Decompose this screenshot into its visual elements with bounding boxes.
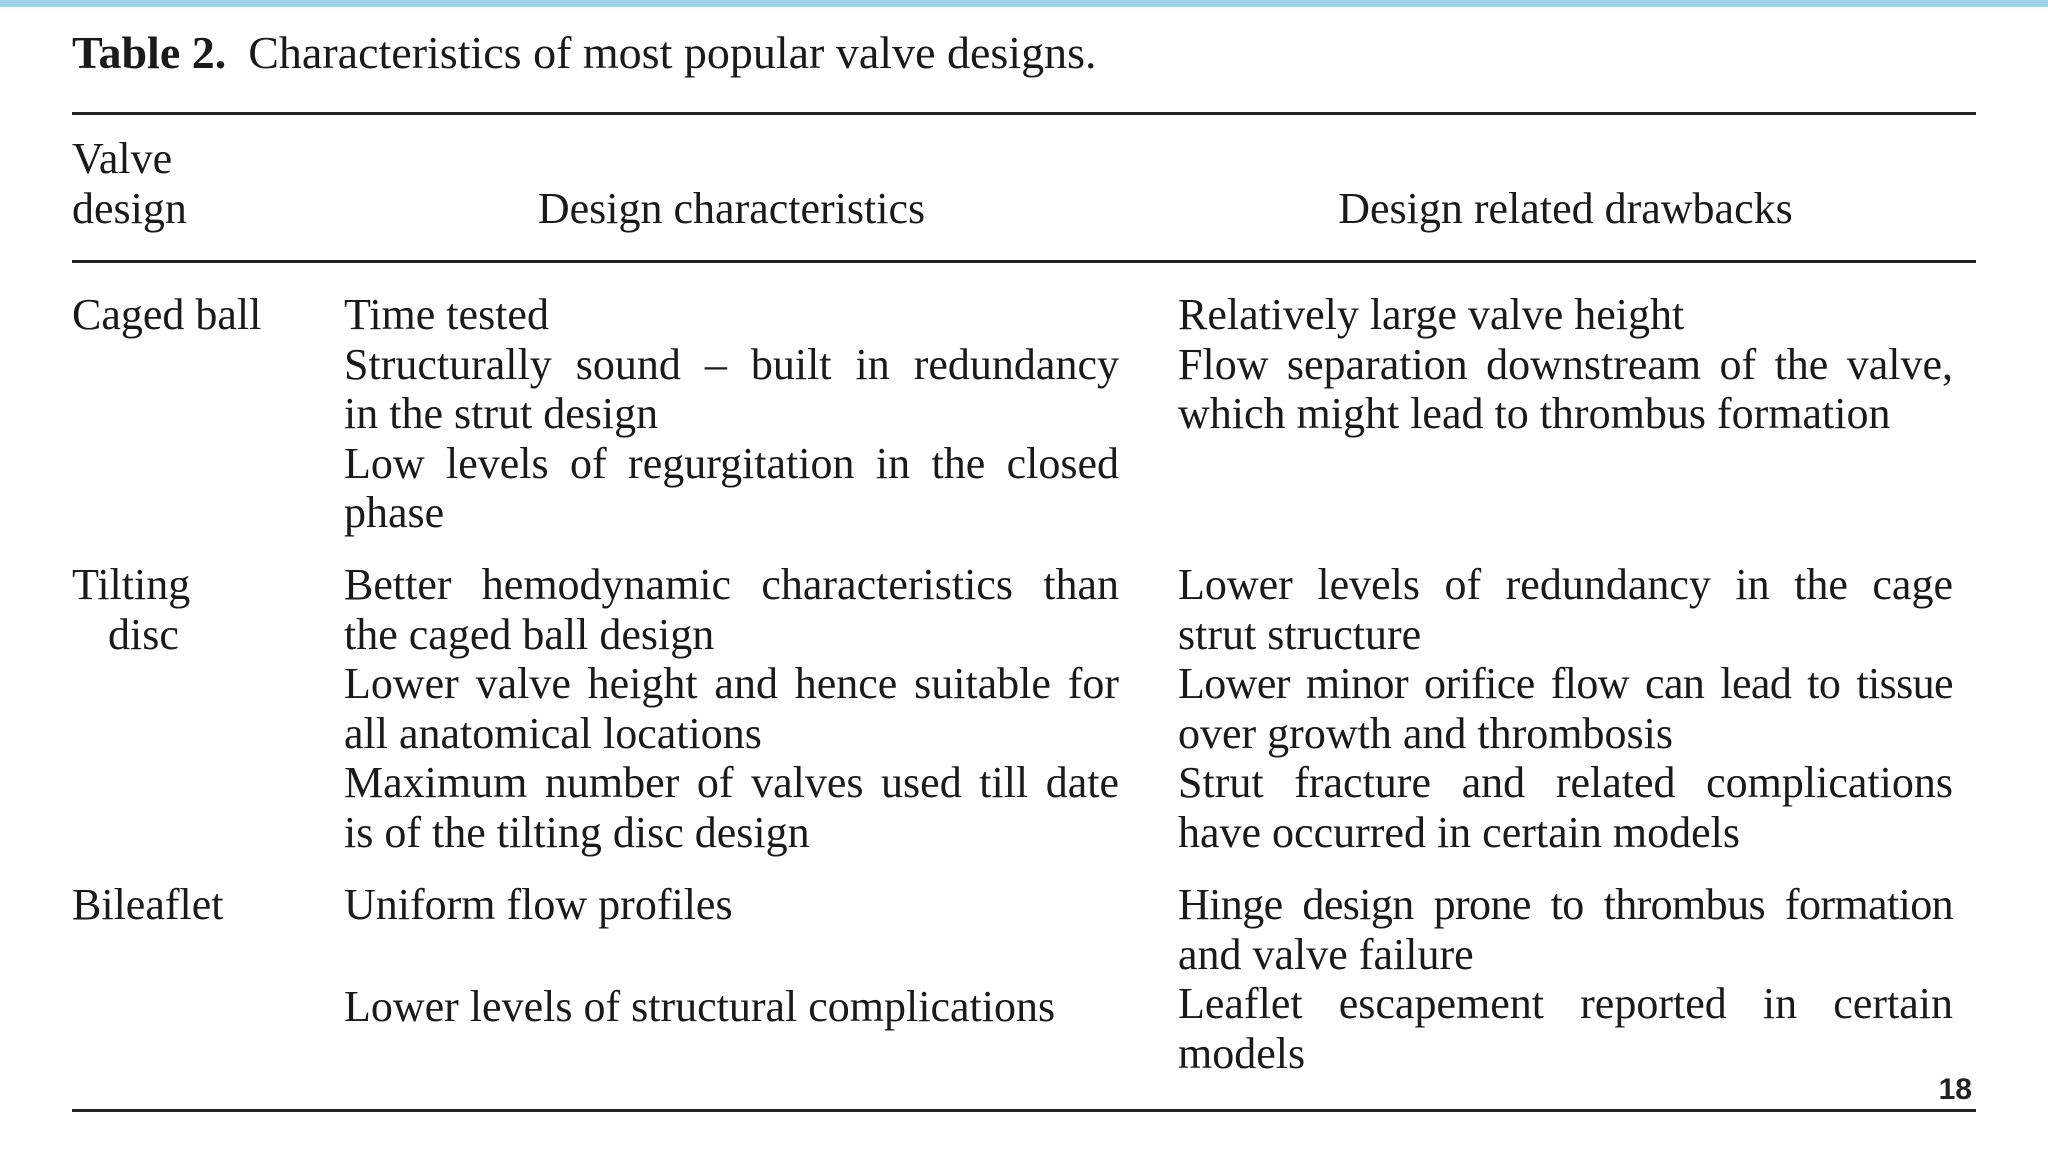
characteristic-item — [344, 439, 1119, 538]
drawback-line: Relatively large valve height — [1178, 290, 1685, 339]
characteristic-line: Low levels of regurgitation in the closed — [344, 438, 1119, 488]
drawback-line: have occurred in certain models — [1178, 807, 1740, 857]
header-valve-line: design — [72, 184, 187, 233]
drawback-item — [1178, 340, 1953, 439]
drawback-item — [1178, 560, 1953, 659]
drawback-line: Strut fracture and related complications — [1178, 758, 1953, 807]
characteristic-line: Maximum number of valves used till date — [344, 758, 1119, 807]
characteristic-line: Time tested — [344, 290, 549, 339]
drawback-item — [1178, 880, 1953, 979]
header-design-drawbacks: Design related drawbacks — [1338, 184, 1793, 233]
characteristic-line: Better hemodynamic characteristics than — [344, 560, 1119, 609]
row-drawbacks-tilting-disc — [1178, 560, 1953, 857]
characteristic-item — [344, 982, 1119, 1032]
characteristic-line: the caged ball design — [344, 609, 715, 659]
design-name: disc — [108, 609, 179, 659]
drawback-line: and valve failure — [1178, 929, 1474, 979]
table-caption-label: Table 2. — [72, 27, 227, 78]
row-characteristics-bileaflet — [344, 880, 1119, 1031]
characteristic-line: phase — [344, 488, 445, 537]
table-top-rule — [72, 112, 1976, 115]
characteristic-item — [344, 290, 1119, 340]
characteristic-line: in the strut design — [344, 389, 659, 438]
drawback-line: models — [1178, 1028, 1306, 1078]
characteristic-line: Structurally sound – built in redundancy — [344, 339, 1119, 389]
row-characteristics-tilting-disc — [344, 560, 1119, 857]
characteristic-item — [344, 389, 1119, 439]
characteristic-item — [344, 758, 1119, 857]
characteristic-line: Uniform flow profiles — [344, 880, 733, 929]
header-design-characteristics: Design characteristics — [537, 184, 926, 233]
row-design-tilting-disc — [72, 560, 312, 659]
table-bottom-rule — [72, 1109, 1976, 1112]
slide-page-number: 18 — [1938, 1073, 1972, 1106]
table-caption — [72, 26, 1097, 80]
drawback-line: strut structure — [1178, 609, 1422, 659]
design-name: Tilting — [72, 560, 191, 609]
drawback-line: over growth and thrombosis — [1178, 708, 1673, 758]
drawback-item — [1178, 659, 1953, 758]
drawback-line: Flow separation downstream of the valve, — [1178, 339, 1953, 389]
design-name: Bileaflet — [72, 880, 224, 929]
drawback-line: Lower minor orifice flow can lead to tissue — [1178, 659, 1953, 708]
characteristic-line: Lower valve height and hence suitable for — [344, 659, 1119, 708]
characteristic-item — [344, 340, 1119, 390]
drawback-line: which might lead to thrombus formation — [1178, 389, 1891, 438]
row-design-caged-ball — [72, 290, 312, 340]
characteristic-line: is of the tilting disc design — [344, 807, 810, 857]
header-valve-line: Valve — [72, 134, 173, 183]
header-valve-design — [72, 134, 292, 234]
characteristic-line: Lower levels of structural complications — [344, 981, 1056, 1031]
design-name: Caged ball — [72, 290, 262, 339]
characteristic-item — [344, 659, 1119, 758]
drawback-line: Lower levels of redundancy in the cage — [1178, 560, 1953, 609]
drawback-line: Hinge design prone to thrombus formation — [1178, 880, 1953, 929]
characteristic-item — [344, 880, 1119, 930]
drawback-item — [1178, 758, 1953, 857]
table-caption-text: Characteristics of most popular valve designs. — [248, 27, 1097, 78]
top-accent-bar — [0, 0, 2048, 7]
characteristic-item — [344, 560, 1119, 659]
row-drawbacks-caged-ball — [1178, 290, 1953, 439]
table-header-rule — [72, 260, 1976, 263]
row-characteristics-caged-ball — [344, 290, 1119, 538]
row-drawbacks-bileaflet — [1178, 880, 1953, 1078]
row-design-bileaflet — [72, 880, 312, 930]
drawback-line: Leaflet escapement reported in certain — [1178, 979, 1953, 1028]
characteristic-line: all anatomical locations — [344, 708, 762, 758]
drawback-item — [1178, 979, 1953, 1078]
drawback-item — [1178, 290, 1953, 340]
